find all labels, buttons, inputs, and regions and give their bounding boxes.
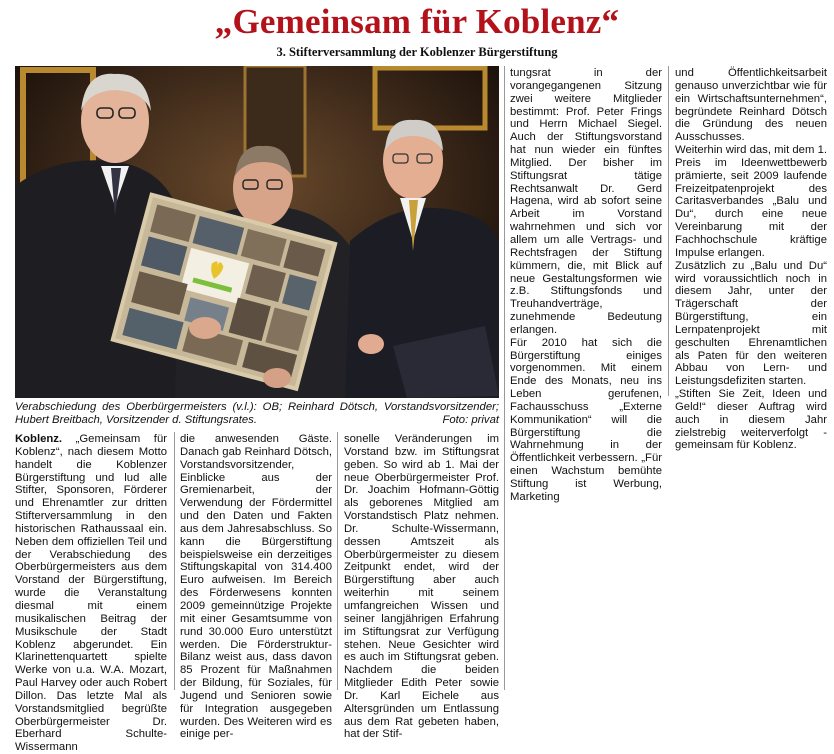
- paragraph: [15, 433, 167, 754]
- paragraph: Zusätzlich zu „Balu und Du“ wird voraussichtlich noch in diesem Jahr, unter der Trägerschaft der Bürgerstiftung, ein Lernpatenprojekt mit geschulten Ehrenamtlichen als Paten für den weiteren Abbau von Lern- und Leistungsdefiziten starten.: [675, 259, 827, 388]
- column-rule: [668, 66, 669, 396]
- column-rule: [174, 432, 175, 690]
- paragraph: die anwesenden Gäste. Danach gab Reinhard Dötsch, Vorstandsvorsitzender, Einblicke aus der Gremienarbeit, der Verwendung der Fördermittel und den Daten und Fakten aus dem Jahresabschluss. So kann die Bürgerstiftung beispielsweise ein derzeitiges Stiftungskapital von 314.400 Euro aufweisen. Im Bereich des Förderwesens konnten 2009 gemeinnützige Projekte mit einer Gesamtsumme von rund 30.000 Euro unterstützt werden. Die Förderstruktur-Bilanz weist aus, dass davon 85 Prozent für Maßnahmen der Bildung, für Soziales, für Jugend und Senioren sowie für Integration ausgegeben wurden. Des Weiteren wird es einige per-: [180, 433, 332, 741]
- text-column-4: [510, 67, 662, 504]
- paragraph: „Stiften Sie Zeit, Ideen und Geld!“ dieser Auftrag wird auch in diesem Jahr zielstrebig weiterverfolgt - gemeinsam für Koblenz.: [675, 388, 827, 452]
- text-column-5: [675, 67, 827, 452]
- text-column-1: [15, 433, 167, 754]
- photo-caption: Verabschiedung des Oberbürgermeisters (v.l.): OB; Reinhard Dötsch, Vorstandsvorsitzender; Hubert Breitbach, Vorsitzender d. Stiftungsrates.: [15, 401, 499, 426]
- paragraph: tungsrat in der vorangegangenen Sitzung zwei weitere Mitglieder bestimmt: Prof. Peter Frings und Herrn Michael Siegel. Auch der Stiftungsvorstand hat nun wieder ein fünftes Mitglied. Der bisher im Stiftungsrat tätige Rechtsanwalt Dr. Gerd Hagena, wird ab sofort seine Arbeit im Vorstand wahrnehmen und sich vor allem um alle Vertrags- und Rechtsfragen der Stiftung kümmern, die, mit Blick auf neue Gestaltungsformen wie z.B. Stiftungsfonds und Treuhandverträge, zunehmende Bedeutung erlangen.: [510, 67, 662, 336]
- paragraph-text: „Gemeinsam für Koblenz“, nach diesem Motto handelt die Koblenzer Bürgerstiftung und lud alle Stifter, Sponsoren, Förderer und Ehrenamtler zur dritten Stifterversammlung in den historischen Rathaussaal ein. Neben dem offiziellen Teil und der Verabschiedung des Oberbürgermeisters aus dem Vorstand der Bürgerstiftung, wurde die Veranstaltung diesmal mit einem musikalischen Beitrag der Musikschule der Stadt Koblenz abgerundet. Ein Klarinettenquartett spielte Werke von u.a. W.A. Mozart, Paul Harvey oder auch Robert Dillon. Das letzte Mal als Vorstandsmitglied begrüßte Oberbürgermeister Dr. Eberhard Schulte-Wissermann: [15, 433, 167, 754]
- paragraph: sonelle Veränderungen im Vorstand bzw. im Stiftungsrat geben. So wird ab 1. Mai der neue Oberbürgermeister Prof. Dr. Joachim Hofmann-Göttig als geborenes Mitglied am Vorstandstisch Platz nehmen. Dr. Schulte-Wissermann, dessen Amtszeit als Oberbürgermeister zu diesem Zeitpunkt endet, wird der Bürgerstiftung aber auch weiterhin mit seinem umfangreichen Wissen und seiner langjährigen Erfahrung im Stiftungsrat zur Verfügung stehen. Neue Gesichter wird es auch im Stiftungsrat geben. Nachdem die beiden Mitglieder Edith Peter sowie Dr. Karl Eichele aus Altersgründen um Entlassung aus dem Rat gebeten haben, hat der Stif-: [344, 433, 499, 741]
- paragraph: Für 2010 hat sich die Bürgerstiftung einiges vorgenommen. Mit einem Ende des Monats, neu ins Leben gerufenen, Fachausschuss „Externe Kommunikation“ will die Bürgerstiftung die Wahrnehmung in der Öffentlichkeit verbessern. „Für einen Wachstum bemühte Stiftung ist Werbung, Marketing: [510, 336, 662, 503]
- photo-credit: Foto: privat: [442, 414, 499, 426]
- paragraph: Weiterhin wird das, mit dem 1. Preis im Ideenwettbewerb prämierte, seit 2009 laufende Freizeitpatenprojekt des Caritasverbandes „Balu und Du“, durch eine neue Vereinbarung mit der Fachhochschule kräftige Impulse erlangen.: [675, 144, 827, 259]
- subheadline: 3. Stifterversammlung der Koblenzer Bürgerstiftung: [276, 45, 558, 59]
- headline: „Gemeinsam für Koblenz“: [214, 2, 620, 41]
- text-column-2: [180, 433, 332, 741]
- text-column-3: [344, 433, 499, 741]
- photo-illustration: [15, 66, 499, 398]
- column-rule: [504, 66, 505, 690]
- article-photo: [15, 66, 499, 398]
- column-rule: [337, 432, 338, 690]
- dateline: Koblenz.: [15, 433, 63, 445]
- paragraph: und Öffentlichkeitsarbeit genauso unverzichtbar wie für ein Wirtschaftsunternehmen“, begründete Reinhard Dötsch die Gründung des neuen Ausschusses.: [675, 67, 827, 144]
